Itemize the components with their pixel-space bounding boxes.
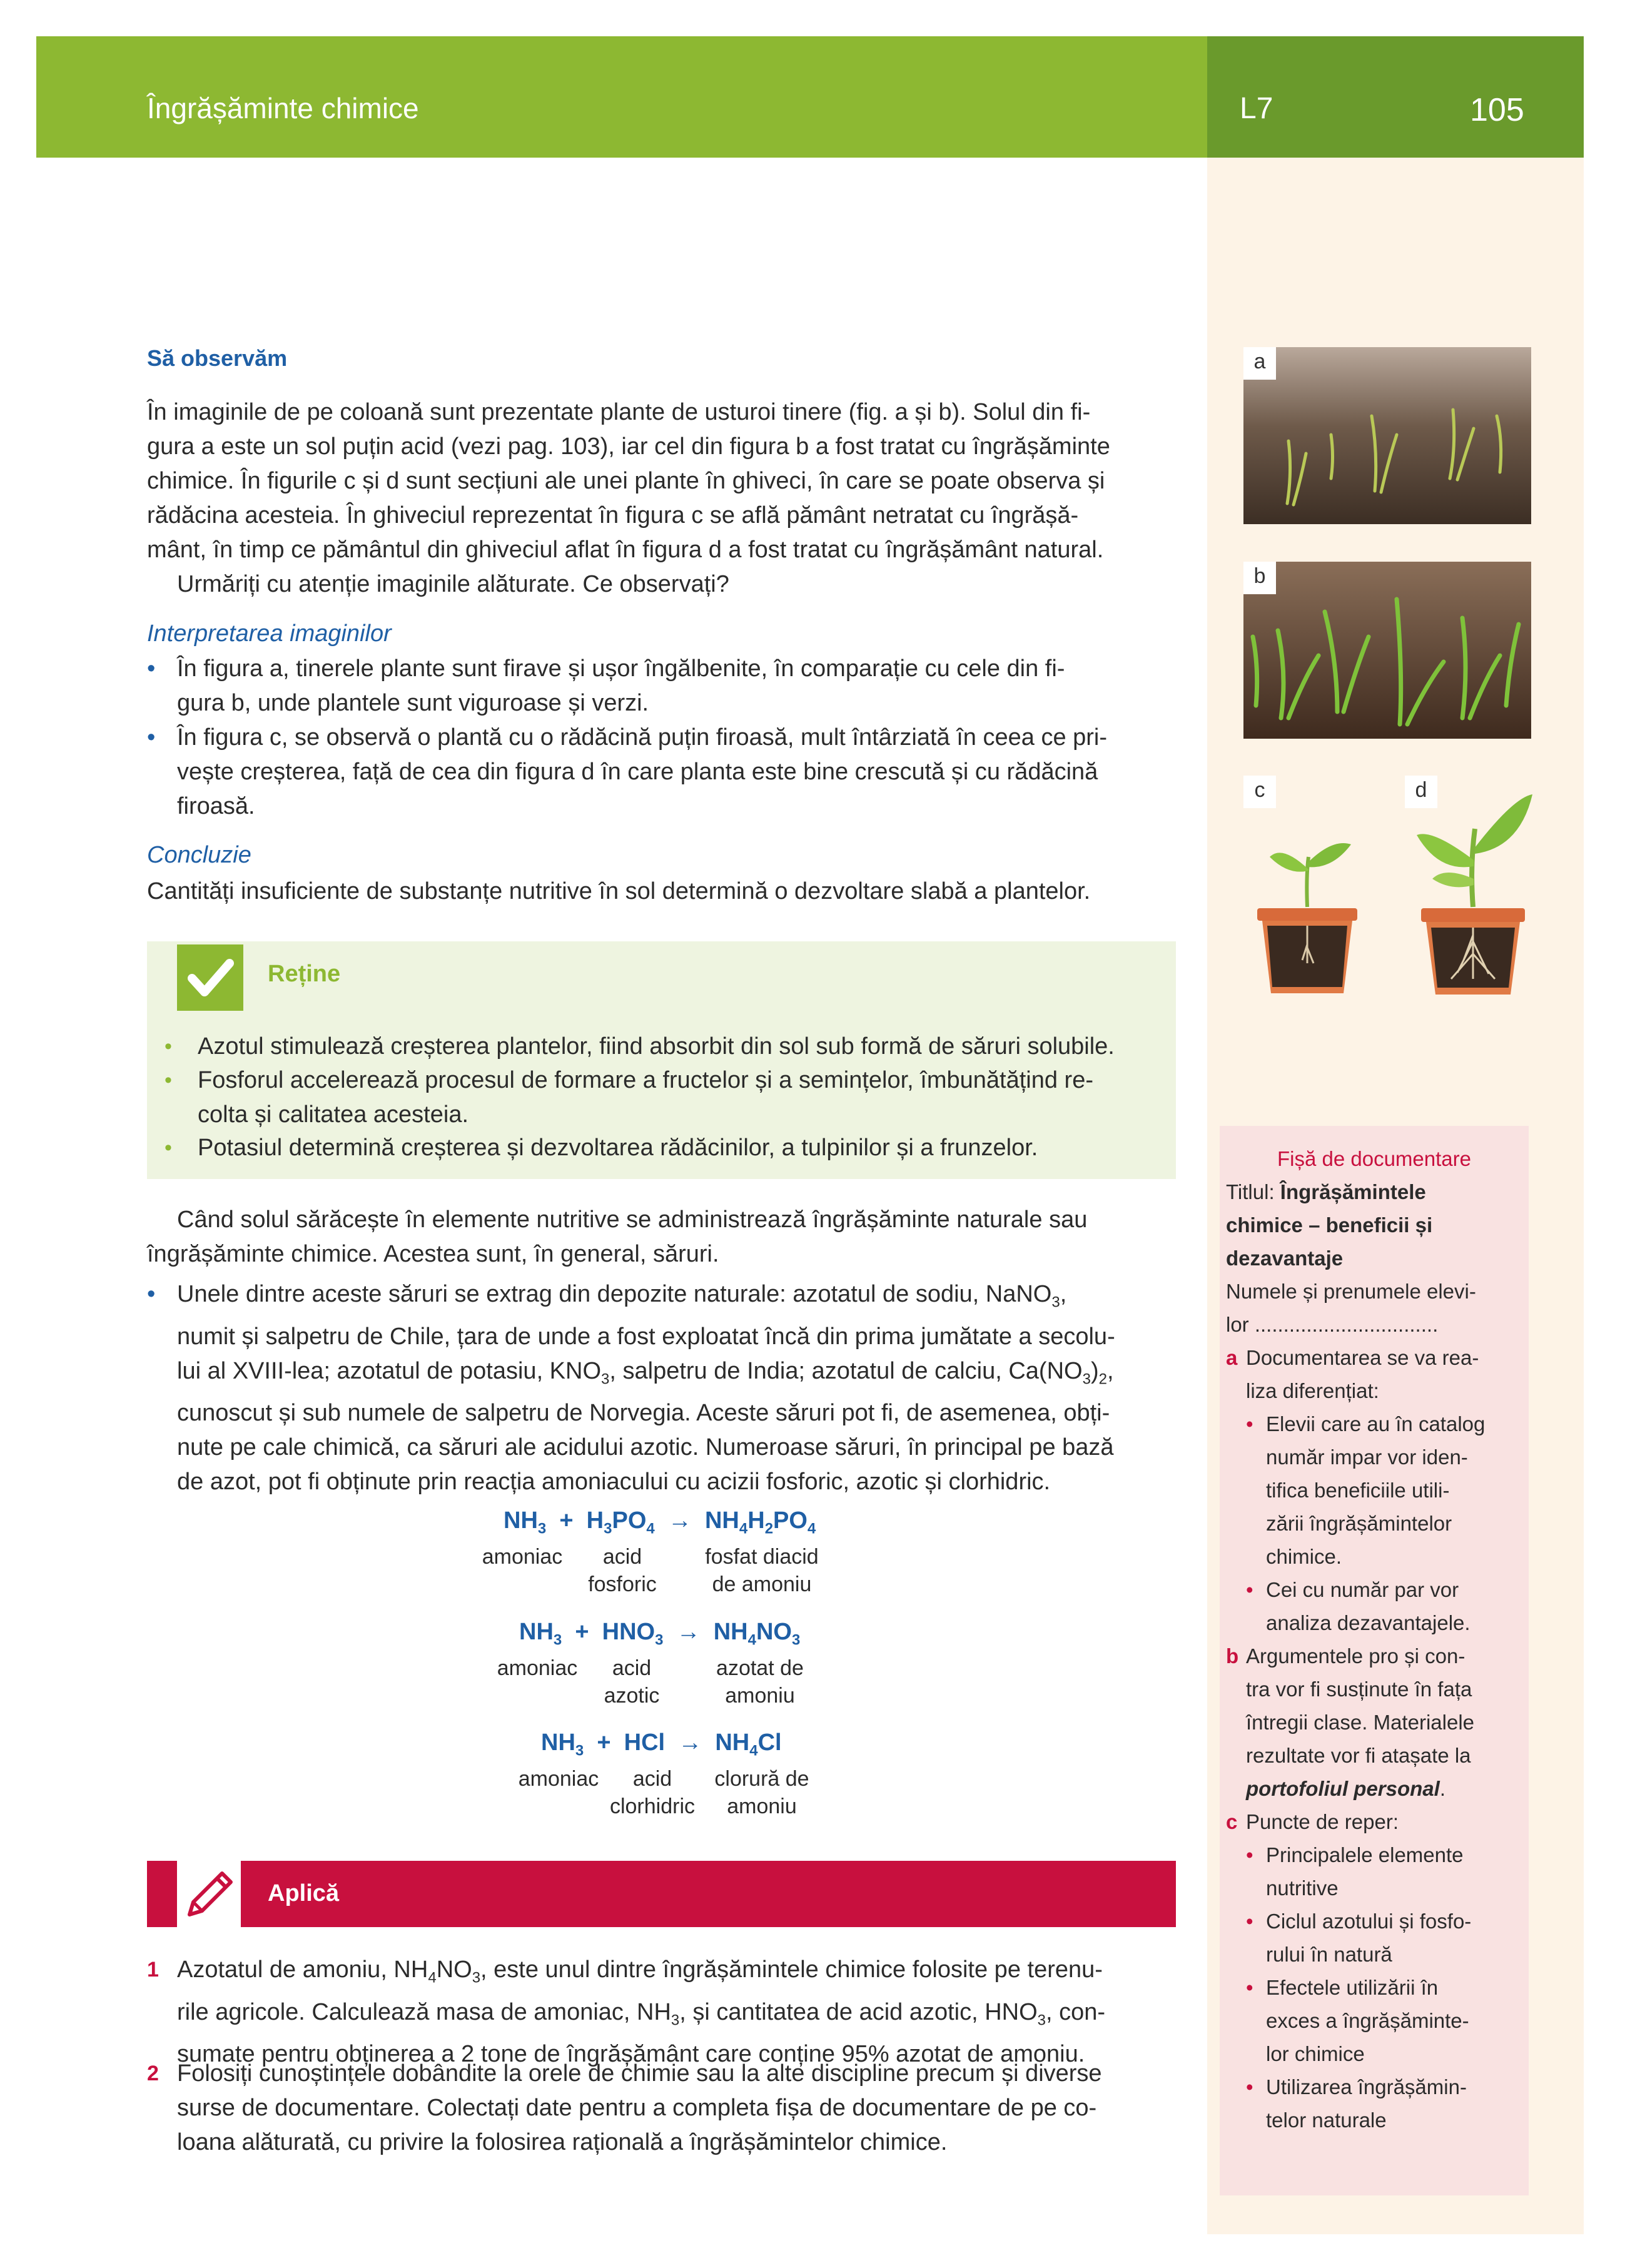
fisa-subitem: • Cei cu număr par vor analiza dezavantajele.: [1246, 1573, 1521, 1639]
conclusion-text: Cantități insuficiente de substanțe nutritive în sol determină o dezvoltare slabă a plantelor.: [147, 878, 1091, 904]
question-line: Azotatul de amoniu, $NH_4NO_3$, este unul dintre îngrășămintele chimice folosite pe terenu-: [177, 1957, 1103, 1987]
figure-d-pot-plant: [1407, 791, 1539, 1001]
equation-2: $NH_3 + HNO_3 \to NH_4NO_3$: [519, 1619, 801, 1649]
question-line: surse de documentare. Colectați date pentru a completa fișa de documentare de pe co-: [177, 2095, 1097, 2121]
figure-c-pot-plant: [1245, 832, 1370, 1001]
equation-1-caption-product: fosfat diacid de amoniu: [705, 1545, 819, 1596]
lesson-label: L7: [1240, 92, 1273, 125]
retine-item-3: [165, 1131, 1165, 1165]
bullet-dot: •: [1246, 1843, 1253, 1866]
body-line: cunoscut și sub numele de salpetru de Norvegia. Aceste săruri pot fi, de asemenea, obți-: [177, 1400, 1110, 1427]
observe-line: chimice. În figurile c și d sunt secțiuni ale unei plante în ghiveci, în care se poate observa și: [147, 468, 1105, 494]
bullet-dot: •: [147, 724, 156, 751]
interpretation-heading: Interpretarea imaginilor: [147, 620, 392, 647]
question-line: loana alăturată, cu privire la folosirea rațională a îngrășămintelor chimice.: [177, 2129, 948, 2155]
fisa-marker: b: [1226, 1644, 1239, 1668]
interpretation-bullet-1: [147, 652, 1176, 721]
equation-2-caption-reactant2: acid azotic: [604, 1656, 660, 1708]
observe-line: mânt, în timp ce pământul din ghiveciul aflat în figura d a fost tratat cu îngrășământ natural.: [147, 537, 1104, 563]
equation-3-caption-reactant2: acid clorhidric: [609, 1767, 696, 1818]
fisa-titlul: Titlul: Îngrășămintele chimice – beneficii și dezavantaje: [1226, 1180, 1433, 1270]
aplica-question-1: [147, 1953, 1176, 2072]
fisa-item-c: c Puncte de reper:: [1226, 1805, 1520, 1838]
bullet-line: vește creșterea, față de cea din figura d în care planta este bine crescută și cu rădăcină: [177, 759, 1098, 785]
fisa-subitem: • Principalele elemente nutritive: [1246, 1838, 1521, 1905]
fisa-title: Fișă de documentare: [1277, 1147, 1471, 1170]
bullet-dot: •: [165, 1068, 172, 1092]
page-number: 105: [1470, 92, 1524, 128]
bullet-dot: •: [165, 1035, 172, 1058]
body-line: îngrășăminte chimice. Acestea sunt, în general, săruri.: [147, 1241, 719, 1267]
equation-1-caption-reactant1: amoniac: [482, 1545, 563, 1569]
retine-title: Reține: [268, 961, 341, 987]
question-number: 1: [147, 1958, 159, 1982]
equation-2-caption-product: azotat de amoniu: [716, 1656, 804, 1708]
body-line: Unele dintre aceste săruri se extrag din depozite naturale: azotatul de sodiu, NaNO$_3$,: [177, 1281, 1067, 1311]
fisa-subitem: • Ciclul azotului și fosfo- rului în natură: [1246, 1905, 1521, 1971]
bullet-dot: •: [1246, 1910, 1253, 1933]
retine-item-text: Potasiul determină creșterea și dezvoltarea rădăcinilor, a tulpinilor și a frunzelor.: [198, 1135, 1038, 1161]
pencil-icon: [177, 1861, 241, 1927]
bullet-line: gura b, unde plantele sunt viguroase și verzi.: [177, 690, 649, 716]
fisa-marker: c: [1226, 1810, 1238, 1833]
observe-line: În imaginile de pe coloană sunt prezentate plante de usturoi tinere (fig. a și b). Solul din fi-: [147, 399, 1091, 425]
bullet-line: În figura a, tinerele plante sunt firave și ușor îngălbenite, în comparație cu cele din fi-: [177, 656, 1065, 682]
fisa-item-b: b Argumentele pro și con- tra vor fi susținute în fața întregii clase. Materialele rezultate vor fi atașate la portofoliul personal.: [1226, 1639, 1520, 1805]
equation-1-caption-reactant2: acid fosforic: [588, 1545, 657, 1596]
figure-a-photo: [1243, 347, 1531, 524]
body-line: lui al XVIII-lea; azotatul de potasiu, $KNO_3$, salpetru de India; azotatul de calciu, $Ca(NO_3)_2$,: [177, 1357, 1114, 1388]
aplica-title: Aplică: [268, 1880, 340, 1906]
fisa-marker: a: [1226, 1346, 1238, 1369]
question-line: rile agricole. Calculează masa de amoniac, $NH_3$, și cantitatea de acid azotic, $HNO_3$, con-: [177, 1998, 1106, 2029]
observe-paragraph: [147, 395, 1176, 602]
bullet-dot: •: [1246, 1412, 1253, 1435]
body-line: nute pe cale chimică, ca săruri ale acidului azotic. Numeroase săruri, în principal pe bază: [177, 1434, 1114, 1461]
fisa-names: Numele și prenumele elevi- lor ................................: [1226, 1280, 1476, 1336]
equation-3-caption-reactant1: amoniac: [518, 1767, 599, 1791]
observe-line: gura a este un sol puțin acid (vezi pag. 103), iar cel din figura b a fost tratat cu îngrășăminte: [147, 433, 1110, 460]
equation-3: $NH_3$ + HCl → $NH_4Cl$: [541, 1729, 782, 1759]
observe-line: rădăcina acesteia. În ghiveciul reprezentat în figura c se află pământ netratat cu îngrășă-: [147, 502, 1079, 529]
bullet-line: În figura c, se observă o plantă cu o rădăcină puțin firoasă, mult întârziată în ceea ce pri-: [177, 724, 1108, 751]
figure-label: c: [1243, 776, 1276, 808]
fisa-item-a: a Documentarea se va rea- liza diferențiat:: [1226, 1341, 1520, 1407]
observe-heading: Să observăm: [147, 345, 288, 371]
figure-label: d: [1405, 776, 1437, 808]
bullet-dot: •: [165, 1136, 172, 1160]
fisa-subitem: • Utilizarea îngrășămin- telor naturale: [1246, 2070, 1521, 2137]
body-line: Când solul sărăcește în elemente nutritive se administrează îngrășăminte naturale sau: [177, 1207, 1088, 1233]
bullet-dot: •: [147, 1281, 156, 1307]
equation-2-caption-reactant1: amoniac: [497, 1656, 578, 1680]
fisa-subitem: • Elevii care au în catalog număr impar vor iden- tifica beneficiile utili- zării îngrășămintelor chimice.: [1246, 1407, 1521, 1573]
equation-3-caption-product: clorură de amoniu: [714, 1767, 809, 1818]
bullet-dot: •: [1246, 2075, 1253, 2098]
body-bullet: [147, 1277, 1176, 1499]
fisa-subitem: • Efectele utilizării în exces a îngrășăminte- lor chimice: [1246, 1971, 1521, 2070]
retine-item-2: [165, 1063, 1165, 1132]
interpretation-bullet-2: [147, 721, 1176, 824]
equation-1: $NH_3 + H_3PO_4 \to NH_4H_2PO_4$: [504, 1507, 816, 1537]
bullet-line: firoasă.: [177, 793, 255, 819]
retine-item-text: Azotul stimulează creșterea plantelor, fiind absorbit din sol sub formă de săruri solubile.: [198, 1033, 1115, 1060]
checkmark-icon: [177, 944, 243, 1011]
retine-item-1: [165, 1030, 1165, 1064]
figure-label: a: [1243, 347, 1276, 380]
question-number: 2: [147, 2062, 159, 2085]
body-line: numit și salpetru de Chile, țara de unde a fost exploatat încă din prima jumătate a secolu-: [177, 1323, 1115, 1350]
bullet-dot: •: [1246, 1578, 1253, 1601]
body-line: de azot, pot fi obținute prin reacția amoniacului cu acizii fosforic, azotic și clorhidric.: [177, 1469, 1051, 1496]
question-line: Folosiți cunoștințele dobândite la orele de chimie sau la alte discipline precum și diverse: [177, 2060, 1102, 2087]
retine-item-text: colta și calitatea acesteia.: [198, 1101, 469, 1128]
bullet-dot: •: [147, 656, 156, 682]
aplica-question-2: [147, 2057, 1176, 2160]
figure-label: b: [1243, 562, 1276, 594]
chapter-title: Îngrășăminte chimice: [147, 92, 419, 124]
retine-item-text: Fosforul accelerează procesul de formare a fructelor și a semințelor, îmbunătățind re-: [198, 1067, 1093, 1093]
figure-b-photo: [1243, 562, 1531, 739]
bullet-dot: •: [1246, 1976, 1253, 1999]
conclusion-heading: Concluzie: [147, 842, 251, 868]
observe-question: Urmăriți cu atenție imaginile alăturate. Ce observați?: [177, 571, 729, 597]
question-line: sumate pentru obținerea a 2 tone de îngrășământ care conține 95% azotat de amoniu.: [177, 2041, 1085, 2068]
body-paragraph: [147, 1203, 1176, 1272]
aplica-stripe: [147, 1861, 177, 1927]
